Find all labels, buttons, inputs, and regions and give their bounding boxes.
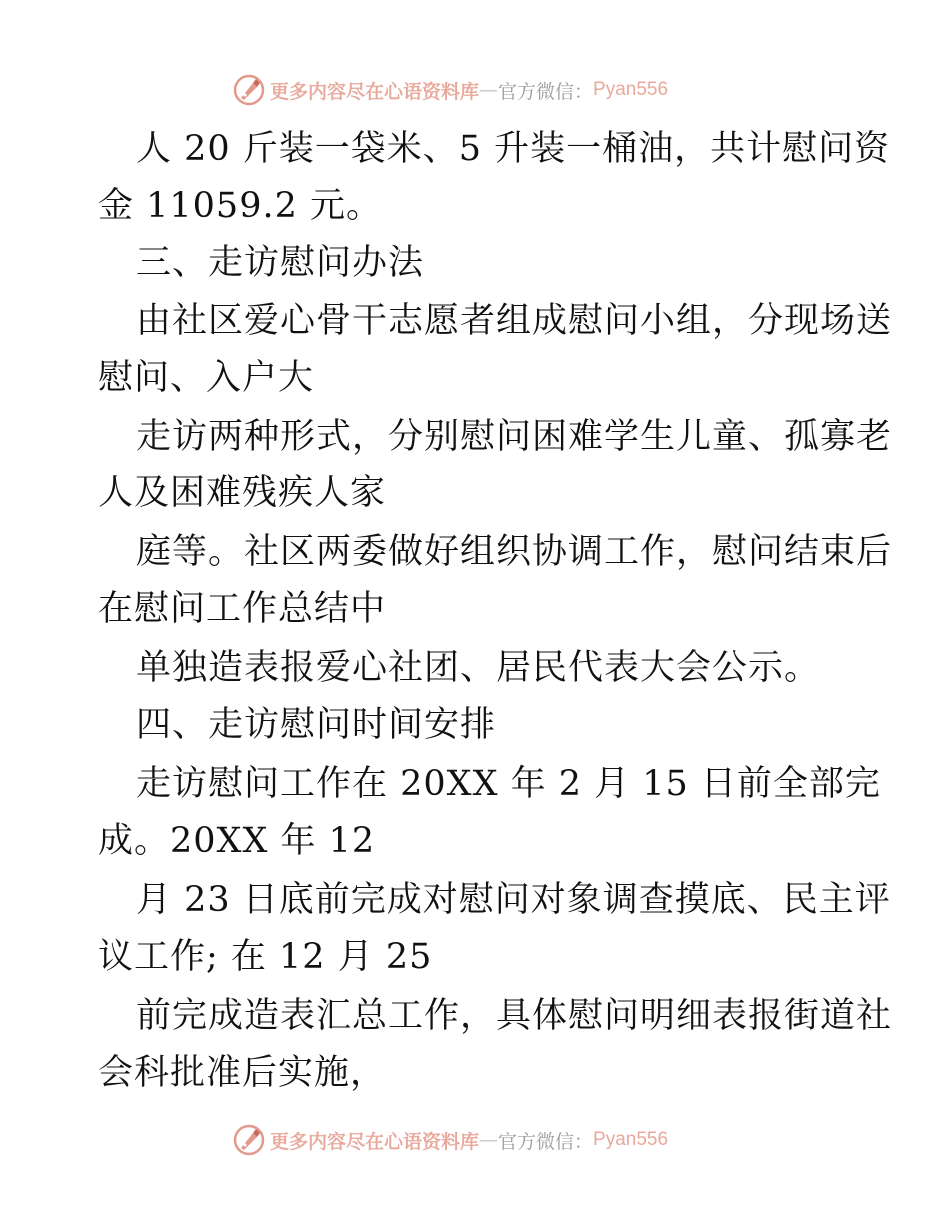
section-heading: 三、走访慰问办法 (136, 243, 425, 283)
text-line: 金 11059.2 元。 (98, 186, 382, 226)
watermark-wechat-label: 官方微信： (498, 1130, 594, 1153)
text-line: 成。20XX 年 12 (98, 821, 376, 861)
pen-nib-logo-icon (232, 73, 266, 107)
text-line: 人及困难残疾人家 (98, 473, 387, 513)
header-watermark (232, 70, 668, 110)
text-line: 单独造表报爱心社团、居民代表大会公示。 (136, 648, 821, 688)
text-line: 人 20 斤装一袋米、5 升装一桶油，共计慰问资 (136, 129, 891, 169)
text-line: 在慰问工作总结中 (98, 589, 387, 629)
text-line: 月 23 日底前完成对慰问对象调查摸底、民主评 (136, 880, 891, 920)
text-line: 庭等。社区两委做好组织协调工作，慰问结束后 (136, 532, 893, 572)
watermark-brand-text: 更多内容尽在心语资料库 (270, 1130, 480, 1153)
text-line: 会科批准后实施， (98, 1053, 387, 1093)
text-line: 慰问、入户大 (98, 358, 315, 398)
pen-nib-logo-icon (232, 1123, 266, 1157)
text-line: 前完成造表汇总工作，具体慰问明细表报街道社 (136, 996, 893, 1036)
watermark-separator: — (479, 1129, 499, 1151)
text-line: 议工作; 在 12 月 25 (98, 937, 433, 977)
watermark-wechat-id: Pyan556 (593, 1129, 669, 1150)
text-line: 走访两种形式，分别慰问困难学生儿童、孤寡老 (136, 417, 893, 457)
watermark-separator: — (479, 79, 499, 101)
watermark-wechat-id: Pyan556 (593, 79, 669, 100)
watermark-brand-text: 更多内容尽在心语资料库 (270, 80, 480, 103)
watermark-wechat-label: 官方微信： (498, 80, 594, 103)
footer-watermark (232, 1120, 668, 1160)
section-heading: 四、走访慰问时间安排 (136, 705, 497, 745)
text-line: 走访慰问工作在 20XX 年 2 月 15 日前全部完 (136, 764, 881, 804)
text-line: 由社区爱心骨干志愿者组成慰问小组，分现场送 (136, 301, 893, 341)
